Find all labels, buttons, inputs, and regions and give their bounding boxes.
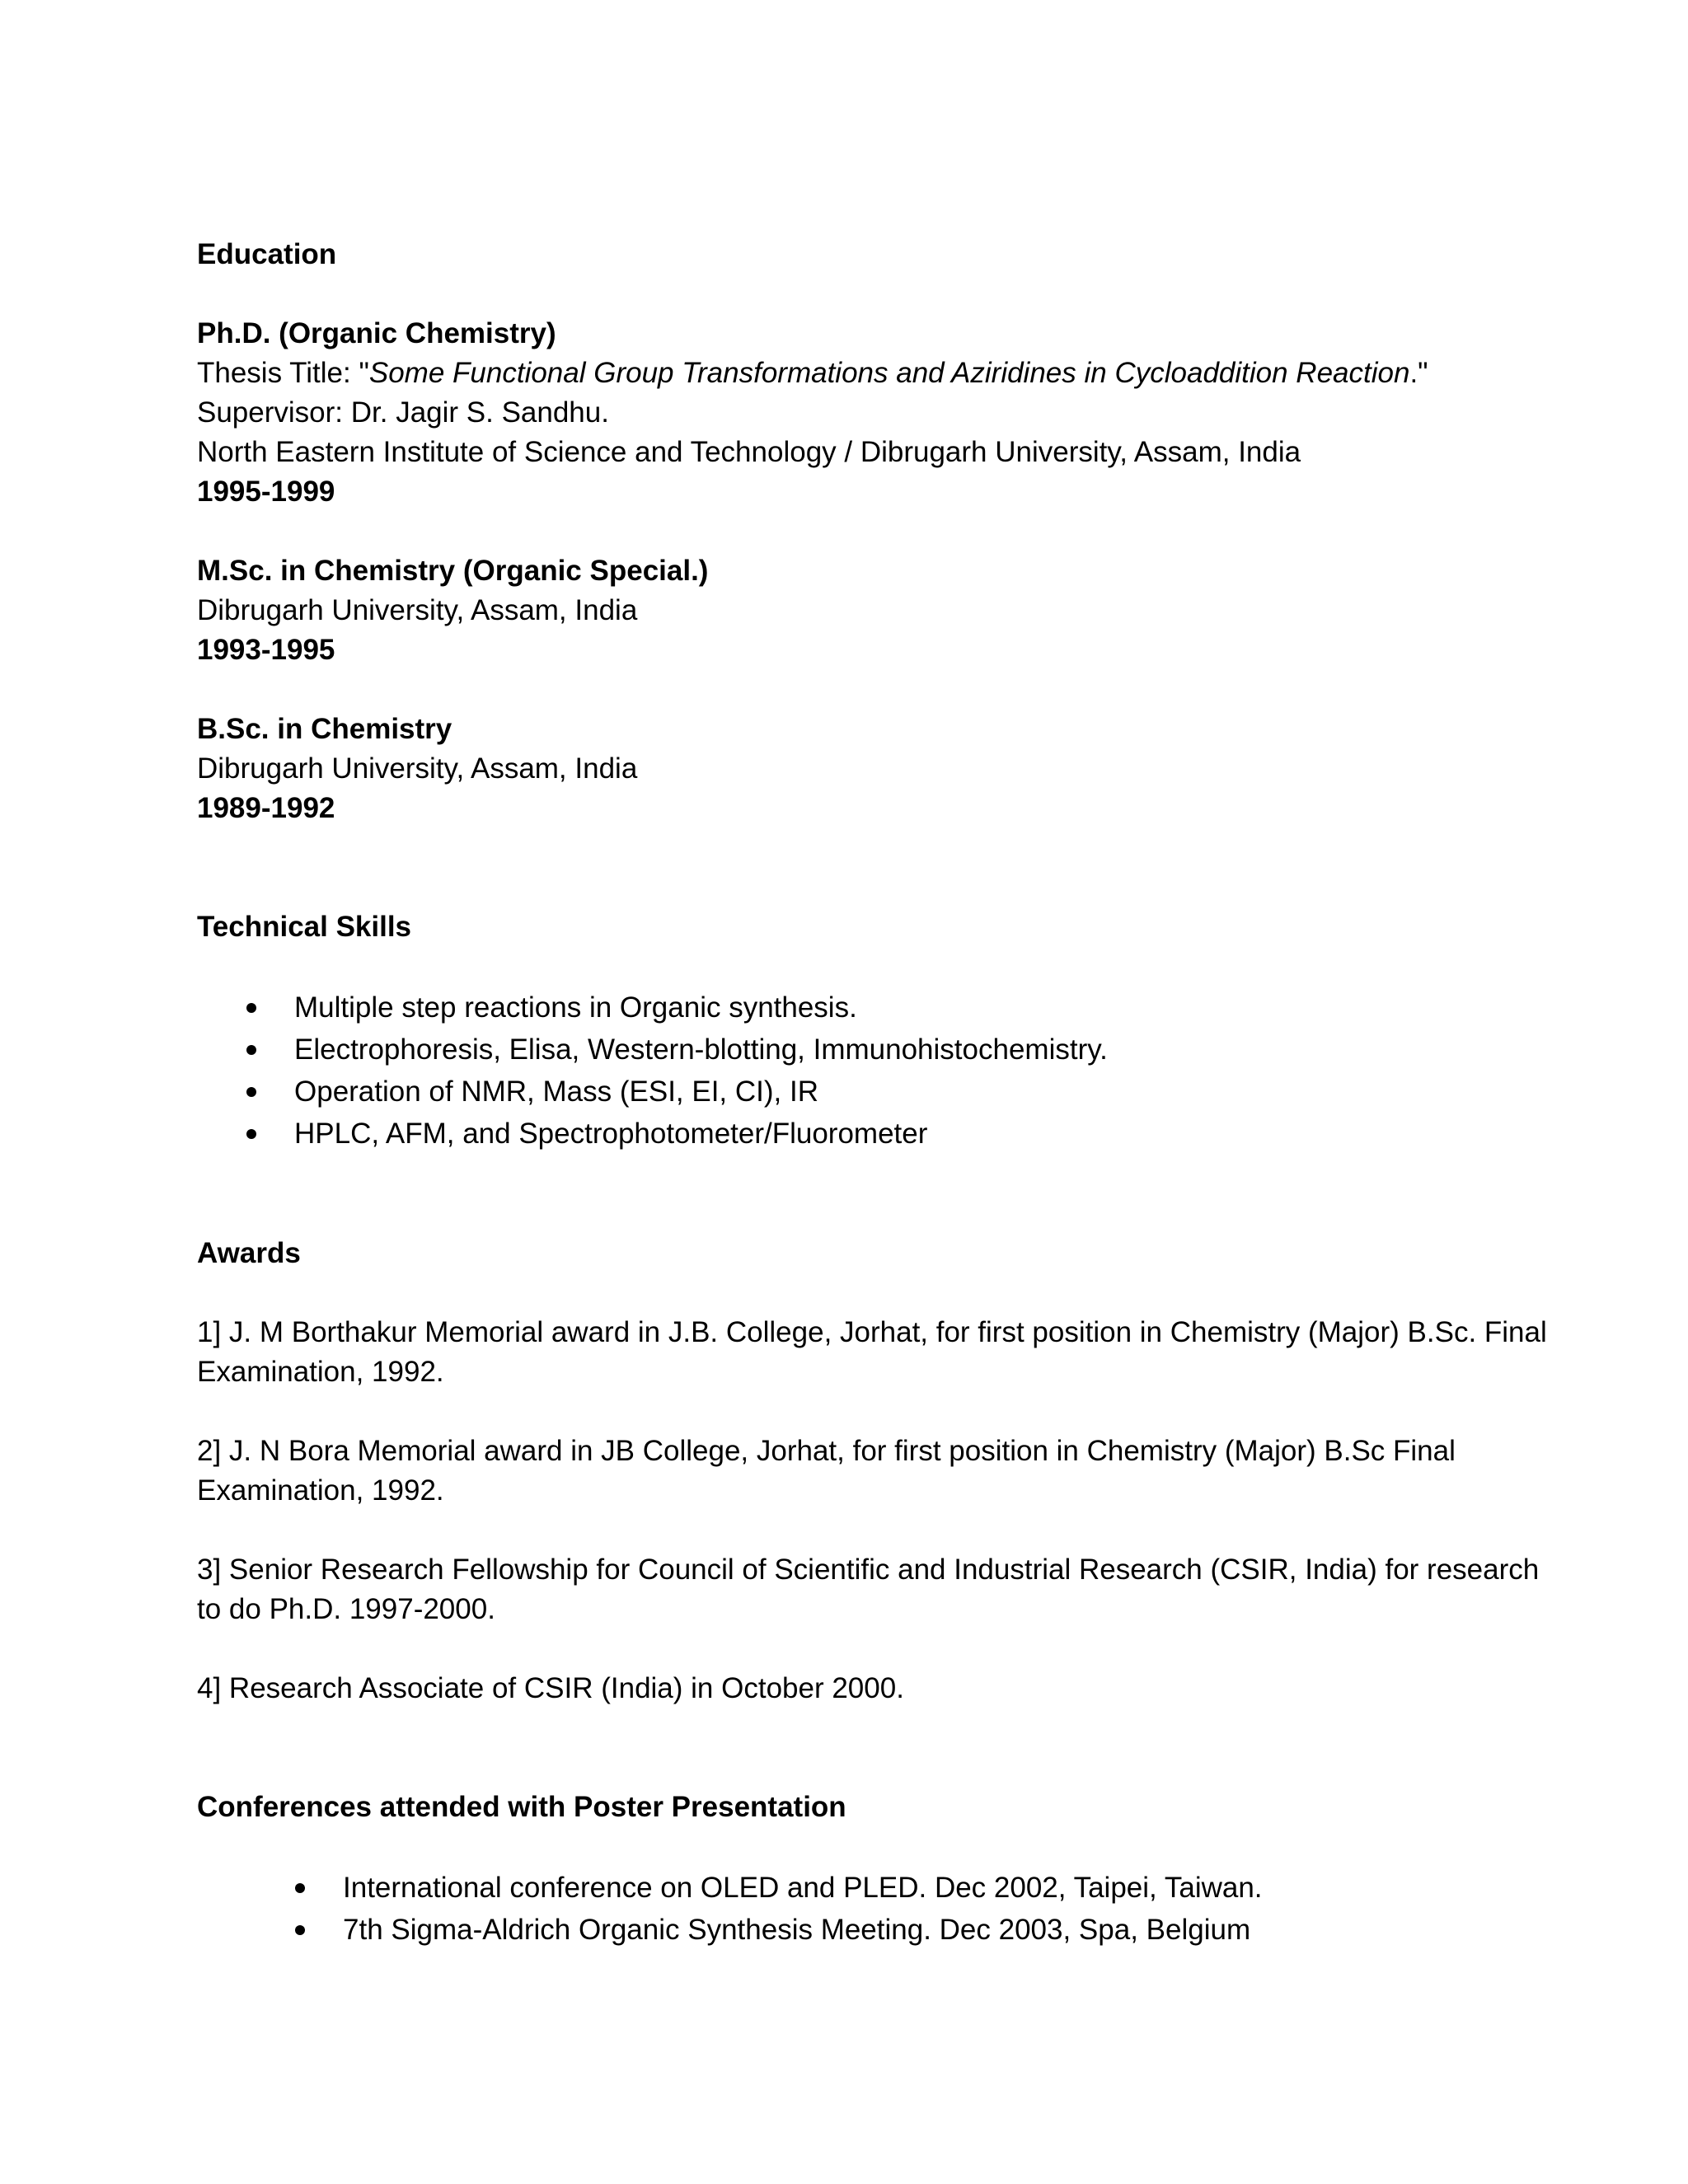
conferences-list	[197, 1867, 1565, 1951]
skill-text: Electrophoresis, Elisa, Western-blotting, Immunohistochemistry.	[294, 1033, 1108, 1066]
education-heading: Education	[197, 238, 337, 270]
award-item: 3] Senior Research Fellowship for Council of Scientific and Industrial Research (CSIR, India) for research to do Ph.D. 1997-2000.	[197, 1554, 1540, 1625]
msc-institution: Dibrugarh University, Assam, India	[197, 594, 638, 626]
bullet-icon	[246, 1003, 256, 1013]
skill-text: HPLC, AFM, and Spectrophotometer/Fluorometer	[294, 1118, 928, 1150]
list-item	[197, 1867, 1565, 1909]
phd-institution: North Eastern Institute of Science and Technology / Dibrugarh University, Assam, India	[197, 436, 1301, 468]
thesis-suffix: ."	[1409, 357, 1428, 389]
award-item: 4] Research Associate of CSIR (India) in October 2000.	[197, 1672, 904, 1704]
msc-years: 1993-1995	[197, 634, 335, 666]
education-bsc	[197, 710, 1565, 828]
conferences-heading: Conferences attended with Poster Presentation	[197, 1791, 846, 1823]
skills-heading: Technical Skills	[197, 911, 412, 943]
skills-list	[197, 987, 1565, 1155]
bullet-icon	[246, 1129, 256, 1139]
bullet-icon	[295, 1883, 305, 1893]
conference-text: International conference on OLED and PLED. Dec 2002, Taipei, Taiwan.	[343, 1872, 1263, 1904]
phd-supervisor: Supervisor: Dr. Jagir S. Sandhu.	[197, 396, 609, 429]
bsc-degree: B.Sc. in Chemistry	[197, 713, 452, 745]
education-phd	[197, 314, 1565, 512]
skill-text: Multiple step reactions in Organic synthesis.	[294, 991, 857, 1024]
phd-years: 1995-1999	[197, 476, 335, 508]
list-item	[197, 987, 1565, 1029]
resume-content	[197, 235, 1565, 1951]
list-item	[197, 1029, 1565, 1071]
msc-degree: M.Sc. in Chemistry (Organic Special.)	[197, 555, 709, 587]
conference-text: 7th Sigma-Aldrich Organic Synthesis Meeting. Dec 2003, Spa, Belgium	[343, 1914, 1251, 1946]
phd-thesis	[197, 354, 1565, 393]
thesis-prefix: Thesis Title: "	[197, 357, 369, 389]
bullet-icon	[295, 1925, 305, 1935]
bullet-icon	[246, 1087, 256, 1097]
bsc-institution: Dibrugarh University, Assam, India	[197, 752, 638, 785]
bullet-icon	[246, 1045, 256, 1055]
thesis-title: Some Functional Group Transformations and Aziridines in Cycloaddition Reaction	[368, 357, 1410, 389]
list-item	[197, 1071, 1565, 1113]
skill-text: Operation of NMR, Mass (ESI, EI, CI), IR	[294, 1076, 818, 1108]
award-item: 1] J. M Borthakur Memorial award in J.B. College, Jorhat, for first position in Chemistry (Major) B.Sc. Final Examination, 1992.	[197, 1316, 1547, 1388]
awards-heading: Awards	[197, 1237, 301, 1269]
list-item	[197, 1113, 1565, 1155]
award-item: 2] J. N Bora Memorial award in JB College, Jorhat, for first position in Chemistry (Major) B.Sc Final Examination, 1992.	[197, 1435, 1456, 1507]
education-msc	[197, 551, 1565, 670]
list-item	[197, 1909, 1565, 1951]
bsc-years: 1989-1992	[197, 792, 335, 824]
phd-degree: Ph.D. (Organic Chemistry)	[197, 317, 556, 349]
